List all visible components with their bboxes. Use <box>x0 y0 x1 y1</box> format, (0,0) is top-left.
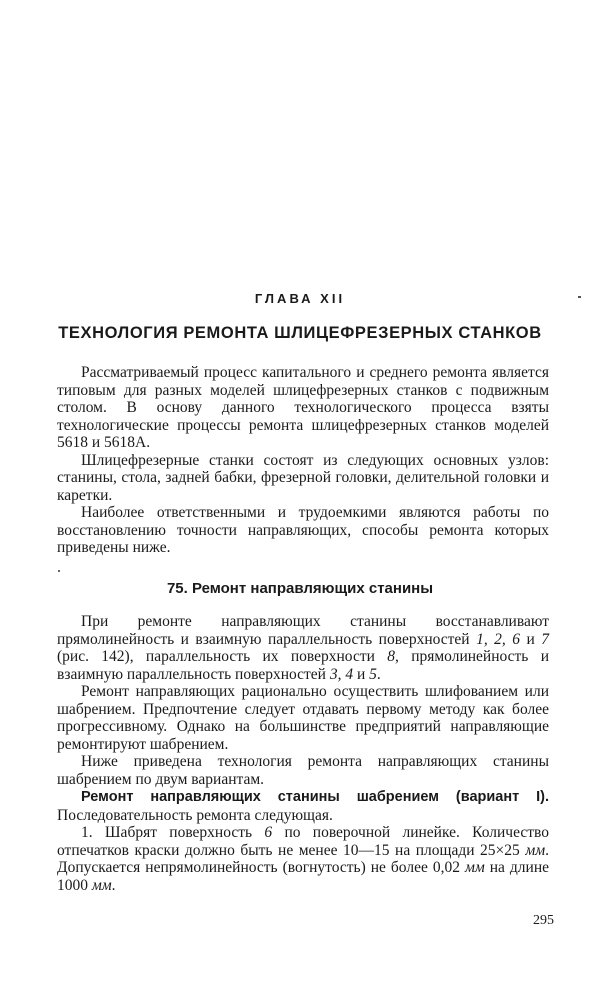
unit-mm: мм <box>525 841 546 859</box>
intro-paragraph: Шлицефрезерные станки состоят из следующих основных узлов: станины, стола, задней бабки, фрезерной головки, делительной головки и каретки. <box>57 451 549 504</box>
page-number: 295 <box>533 913 554 928</box>
section-paragraph: 1. Шабрят поверхность 6 по поверочной линейке. Количество отпечатков краски должно быть не менее 10—15 на площади 25×25 мм. Допускается непрямолинейность (вогнутость) не более 0,02 мм на длине 1000 мм. <box>57 824 549 894</box>
unit-mm: мм <box>91 876 112 894</box>
section-heading: 75. Ремонт направляющих станины <box>166 580 434 597</box>
run-in-heading: Ремонт направляющих станины шабрением (вариант I). <box>81 789 549 805</box>
intro-paragraph: Наиболее ответственными и трудоемкими являются работы по восстановлению точности направляющих, способы ремонта которых приведены ниже. <box>57 504 549 556</box>
intro-paragraph: Рассматриваемый процесс капитального и среднего ремонта является типовым для разных моделей шлицефрезерных станков с подвижным столом. В основу данного технологического процесса взяты технологические процессы ремонта шлицефрезерных станков моделей 5618 и 5618А. <box>57 364 549 451</box>
chapter-label: ГЛАВА XII <box>254 291 346 306</box>
section-text <box>57 613 549 894</box>
surface-ref: 8 <box>387 648 395 665</box>
section-paragraph: Ремонт направляющих станины шабрением (вариант I). Последовательность ремонта следующая. <box>57 789 549 824</box>
section-paragraph: При ремонте направляющих станины восстанавливают прямолинейность и взаимную параллельность поверхностей 1, 2, 6 и 7 (рис. 142), параллельность их поверхности 8, прямолинейность и взаимную параллельность поверхностей 3, 4 и 5. <box>57 613 550 683</box>
surface-ref: 7 <box>541 630 550 648</box>
surface-ref: 1, 2, 6 <box>476 630 521 648</box>
chapter-title: ТЕХНОЛОГИЯ РЕМОНТА ШЛИЦЕФРЕЗЕРНЫХ СТАНКОВ <box>58 324 542 342</box>
surface-ref: 6 <box>264 824 273 841</box>
section-paragraph: Ниже приведена технология ремонта направляющих станины шабрением по двум вариантам. <box>57 753 549 788</box>
intro-text <box>57 364 549 557</box>
print-dot <box>58 570 60 572</box>
unit-mm: мм <box>464 859 485 876</box>
surface-ref: 5 <box>369 665 377 683</box>
surface-ref: 3, 4 <box>329 665 354 683</box>
section-paragraph: Ремонт направляющих рационально осуществить шлифованием или шабрением. Предпочтение следует отдавать первому методу как более прогрессивному. Однако на большинстве предприятий направляющие ремонтируют шабрением. <box>57 683 549 753</box>
